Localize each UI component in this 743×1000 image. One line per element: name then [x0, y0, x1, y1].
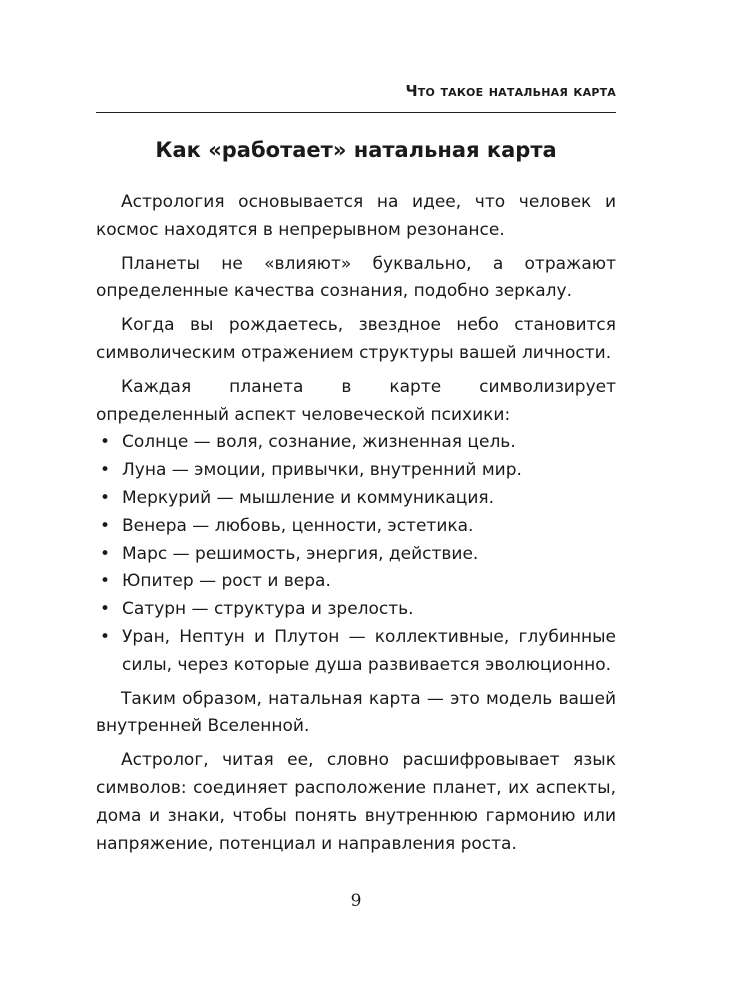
paragraph: Астролог, читая ее, словно расшифровывает язык символов: соединяет расположение планет, их аспекты, дома и знаки, чтобы понять внутреннюю гармонию или напряжение, потенциал и направления роста. [96, 750, 616, 854]
running-head: Что такое натальная карта [405, 82, 616, 100]
list-item-text: Венера — любовь, ценности, эстетика. [122, 515, 474, 536]
paragraph: Астрология основывается на идее, что человек и космос находятся в непрерывном резонансе. [96, 192, 616, 240]
list-item [96, 429, 616, 457]
paragraph: Планеты не «влияют» буквально, а отражают определенные качества сознания, подобно зеркалу. [96, 253, 616, 302]
bullet-icon: • [100, 571, 111, 592]
bullet-icon: • [100, 543, 111, 564]
list-item [96, 541, 616, 569]
bullet-icon: • [100, 515, 111, 536]
paragraph: Таким образом, натальная карта — это модель вашей внутренней Вселенной. [96, 688, 616, 737]
list-item-text: Уран, Нептун и Плутон — коллективные, глубинные силы, через которые душа развивается эволюционно. [122, 626, 616, 675]
list-item [96, 513, 616, 541]
list-item-text: Марс — решимость, энергия, действие. [122, 543, 479, 564]
list-item-text: Сатурн — структура и зрелость. [122, 599, 414, 620]
list-item-text: Юпитер — рост и вера. [122, 571, 331, 592]
bullet-icon: • [100, 487, 111, 508]
list-item-text: Солнце — воля, сознание, жизненная цель. [122, 432, 516, 453]
bullet-icon: • [100, 599, 111, 620]
list-item-text: Луна — эмоции, привычки, внутренний мир. [122, 460, 522, 481]
bullet-icon: • [100, 626, 111, 647]
list-item [96, 457, 616, 485]
list-item [96, 596, 616, 624]
list-item [96, 624, 616, 680]
bullet-icon: • [100, 460, 111, 481]
page-number: 9 [350, 891, 362, 911]
paragraph: Каждая планета в карте символизирует определенный аспект человеческой психики: [96, 376, 616, 425]
page-title: Как «работает» натальная карта [155, 138, 557, 162]
list-item [96, 485, 616, 513]
list-item [96, 568, 616, 596]
list-item-text: Меркурий — мышление и коммуникация. [122, 487, 495, 508]
paragraph: Когда вы рождаетесь, звездное небо становится символическим отражением структуры вашей личности. [96, 315, 616, 363]
planet-list [96, 429, 616, 679]
bullet-icon: • [100, 432, 111, 453]
header-rule [96, 112, 616, 113]
body-text [96, 189, 616, 864]
